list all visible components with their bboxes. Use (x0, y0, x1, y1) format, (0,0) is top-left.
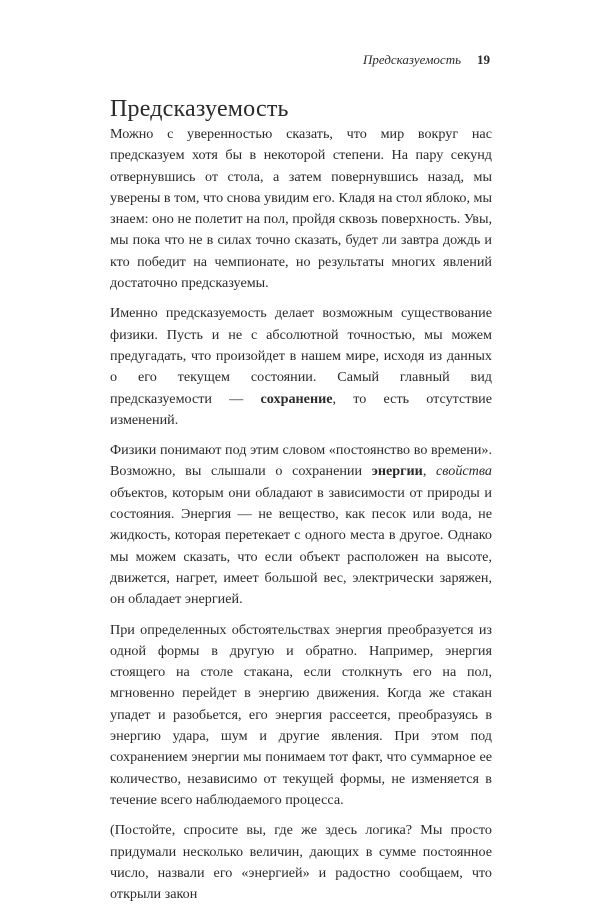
paragraph-3-text-b: , (422, 463, 437, 480)
term-property: свойства (436, 463, 492, 480)
section-heading: Предсказуемость (110, 96, 289, 122)
paragraph-5: (Постойте, спросите вы, где же здесь логика? Мы просто придумали несколько величин, дающих в сумме постоянное число, назвали его «энергией» и радостно сообщаем, что открыли закон (110, 822, 492, 903)
paragraph-3-text-c: объектов, которым они обладают в зависимости от природы и состояния. Энергия — не вещество, как песок или вода, не жидкость, которая перетекает с одного места в другое. Однако мы можем сказать, что если объект расположен на высоте, движется, нагрет, имеет большой вес, электрически заряжен, он обладает энергией. (110, 484, 492, 608)
paragraph-3-text-a: Физики понимают под этим словом «постоянство во времени». Возможно, вы слышали о сохранении (110, 442, 492, 480)
running-title: Предсказуемость (362, 52, 461, 67)
term-energy: энергии (371, 463, 423, 480)
page-number: 19 (477, 52, 490, 67)
paragraph-1: Можно с уверенностью сказать, что мир вокруг нас предсказуем хотя бы в некоторой степени. На пару секунд отвернувшись от стола, а затем повернувшись назад, мы уверены в том, что снова увидим его. Кладя на стол яблоко, мы знаем: оно не полетит на пол, пройдя сквозь поверхность. Увы, мы пока что не в силах точно сказать, будет ли завтра дождь и кто победит на чемпионате, но результаты многих явлений достаточно предсказуемы. (110, 126, 492, 292)
paragraph-4: При определенных обстоятельствах энергия преобразуется из одной формы в другую и обратно. Например, энергия стоящего на столе стакана, если столкнуть его на пол, мгновенно перейдет в энергию движения. Когда же стакан упадет и разобьется, его энергия рассеется, преобразуясь в энергию удара, шум и другие явления. При этом под сохранением энергии мы понимаем тот факт, что суммарное ее количество, независимо от текущей формы, не изменяется в течение всего наблюдаемого процесса. (110, 621, 492, 808)
running-head (110, 52, 490, 68)
paragraph-2-text-a: Именно предсказуемость делает возможным существование физики. Пусть и не с абсолютной точностью, мы можем предугадать, что произойдет в нашем мире, исходя из данных о его текущем состоянии. Самый главный вид предсказуемости — (110, 305, 492, 407)
paragraph-2 (110, 303, 492, 431)
body-text (110, 124, 492, 905)
term-conservation: сохранение (260, 390, 333, 407)
paragraph-2-text-b: , то есть отсутствие изменений. (110, 390, 492, 428)
paragraph-3 (110, 440, 492, 610)
